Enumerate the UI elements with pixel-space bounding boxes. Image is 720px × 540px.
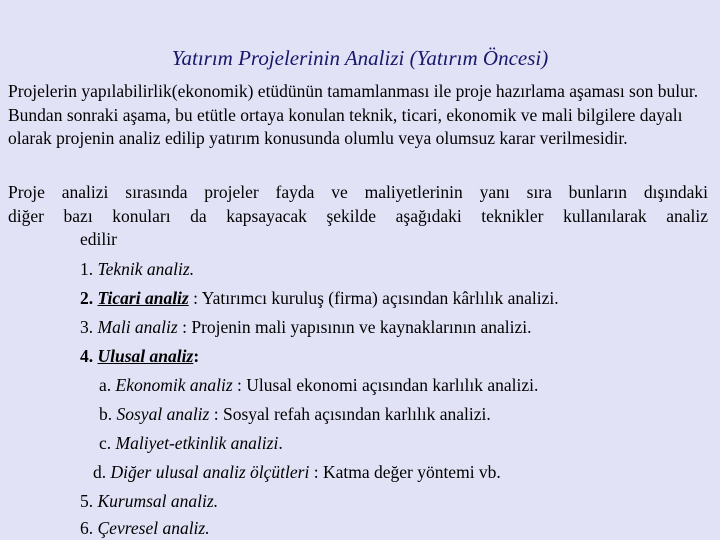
- list-term: Çevresel analiz.: [97, 518, 210, 538]
- list-item-commercial: [80, 288, 559, 309]
- list-term: Mali analiz: [97, 317, 178, 337]
- analysis-paragraph-line-1: Proje analizi sırasında projeler fayda ve maliyetlerinin yanı sıra bunların dışındaki: [8, 182, 708, 202]
- list-number: 2.: [80, 288, 94, 308]
- sublist-item-cost-effectiveness: [99, 433, 283, 454]
- sublist-term: Sosyal analiz: [116, 404, 210, 424]
- sublist-term: Maliyet-etkinlik analizi: [115, 433, 279, 453]
- list-item-national: [80, 346, 199, 367]
- sublist-term: Ekonomik analiz: [115, 375, 233, 395]
- list-term: Teknik analiz.: [97, 259, 195, 279]
- sublist-description: .: [278, 433, 283, 453]
- list-item-financial: [80, 317, 532, 338]
- list-number: 5.: [80, 491, 94, 511]
- sublist-description: : Sosyal refah açısından karlılık analizi.: [209, 404, 491, 424]
- analysis-paragraph: [8, 181, 708, 252]
- list-item-institutional: [80, 491, 218, 512]
- analysis-paragraph-tail: edilir: [80, 229, 117, 249]
- list-number: 3.: [80, 317, 94, 337]
- list-number: 4.: [80, 346, 94, 366]
- sublist-letter: b.: [99, 404, 113, 424]
- analysis-paragraph-line-2: diğer bazı konuları da kapsayacak şekilde aşağıdaki teknikler kullanılarak analiz: [8, 205, 708, 226]
- intro-paragraph: Projelerin yapılabilirlik(ekonomik) etüdünün tamamlanması ile proje hazırlama aşaması son bulur. Bundan sonraki aşama, bu etütle ortaya konulan teknik, ticari, ekonomik ve mali bilgilere dayalı olarak projenin analiz edilip yatırım konusunda olumlu veya olumsuz karar verilmesidir.: [8, 81, 699, 148]
- sublist-item-other-criteria: [93, 462, 501, 483]
- list-number: 6.: [80, 518, 94, 538]
- sublist-letter: d.: [93, 462, 107, 482]
- sublist-term: Diğer ulusal analiz ölçütleri: [110, 462, 310, 482]
- sublist-description: : Katma değer yöntemi vb.: [309, 462, 501, 482]
- list-term: Ticari analiz: [97, 288, 189, 308]
- list-item-environmental: [80, 518, 210, 539]
- list-description: : Projenin mali yapısının ve kaynaklarının analizi.: [177, 317, 532, 337]
- sublist-item-economic: [99, 375, 538, 396]
- sublist-description: : Ulusal ekonomi açısından karlılık analizi.: [232, 375, 539, 395]
- list-number: 1.: [80, 259, 94, 279]
- list-item-technical: [80, 259, 194, 280]
- list-term: Ulusal analiz: [97, 346, 194, 366]
- sublist-letter: c.: [99, 433, 112, 453]
- list-term: Kurumsal analiz.: [97, 491, 219, 511]
- slide-title: Yatırım Projelerinin Analizi (Yatırım Öncesi): [171, 46, 549, 70]
- sublist-letter: a.: [99, 375, 112, 395]
- sublist-item-social: [99, 404, 491, 425]
- list-description: : Yatırımcı kuruluş (firma) açısından kârlılık analizi.: [188, 288, 559, 308]
- list-description: :: [193, 346, 200, 366]
